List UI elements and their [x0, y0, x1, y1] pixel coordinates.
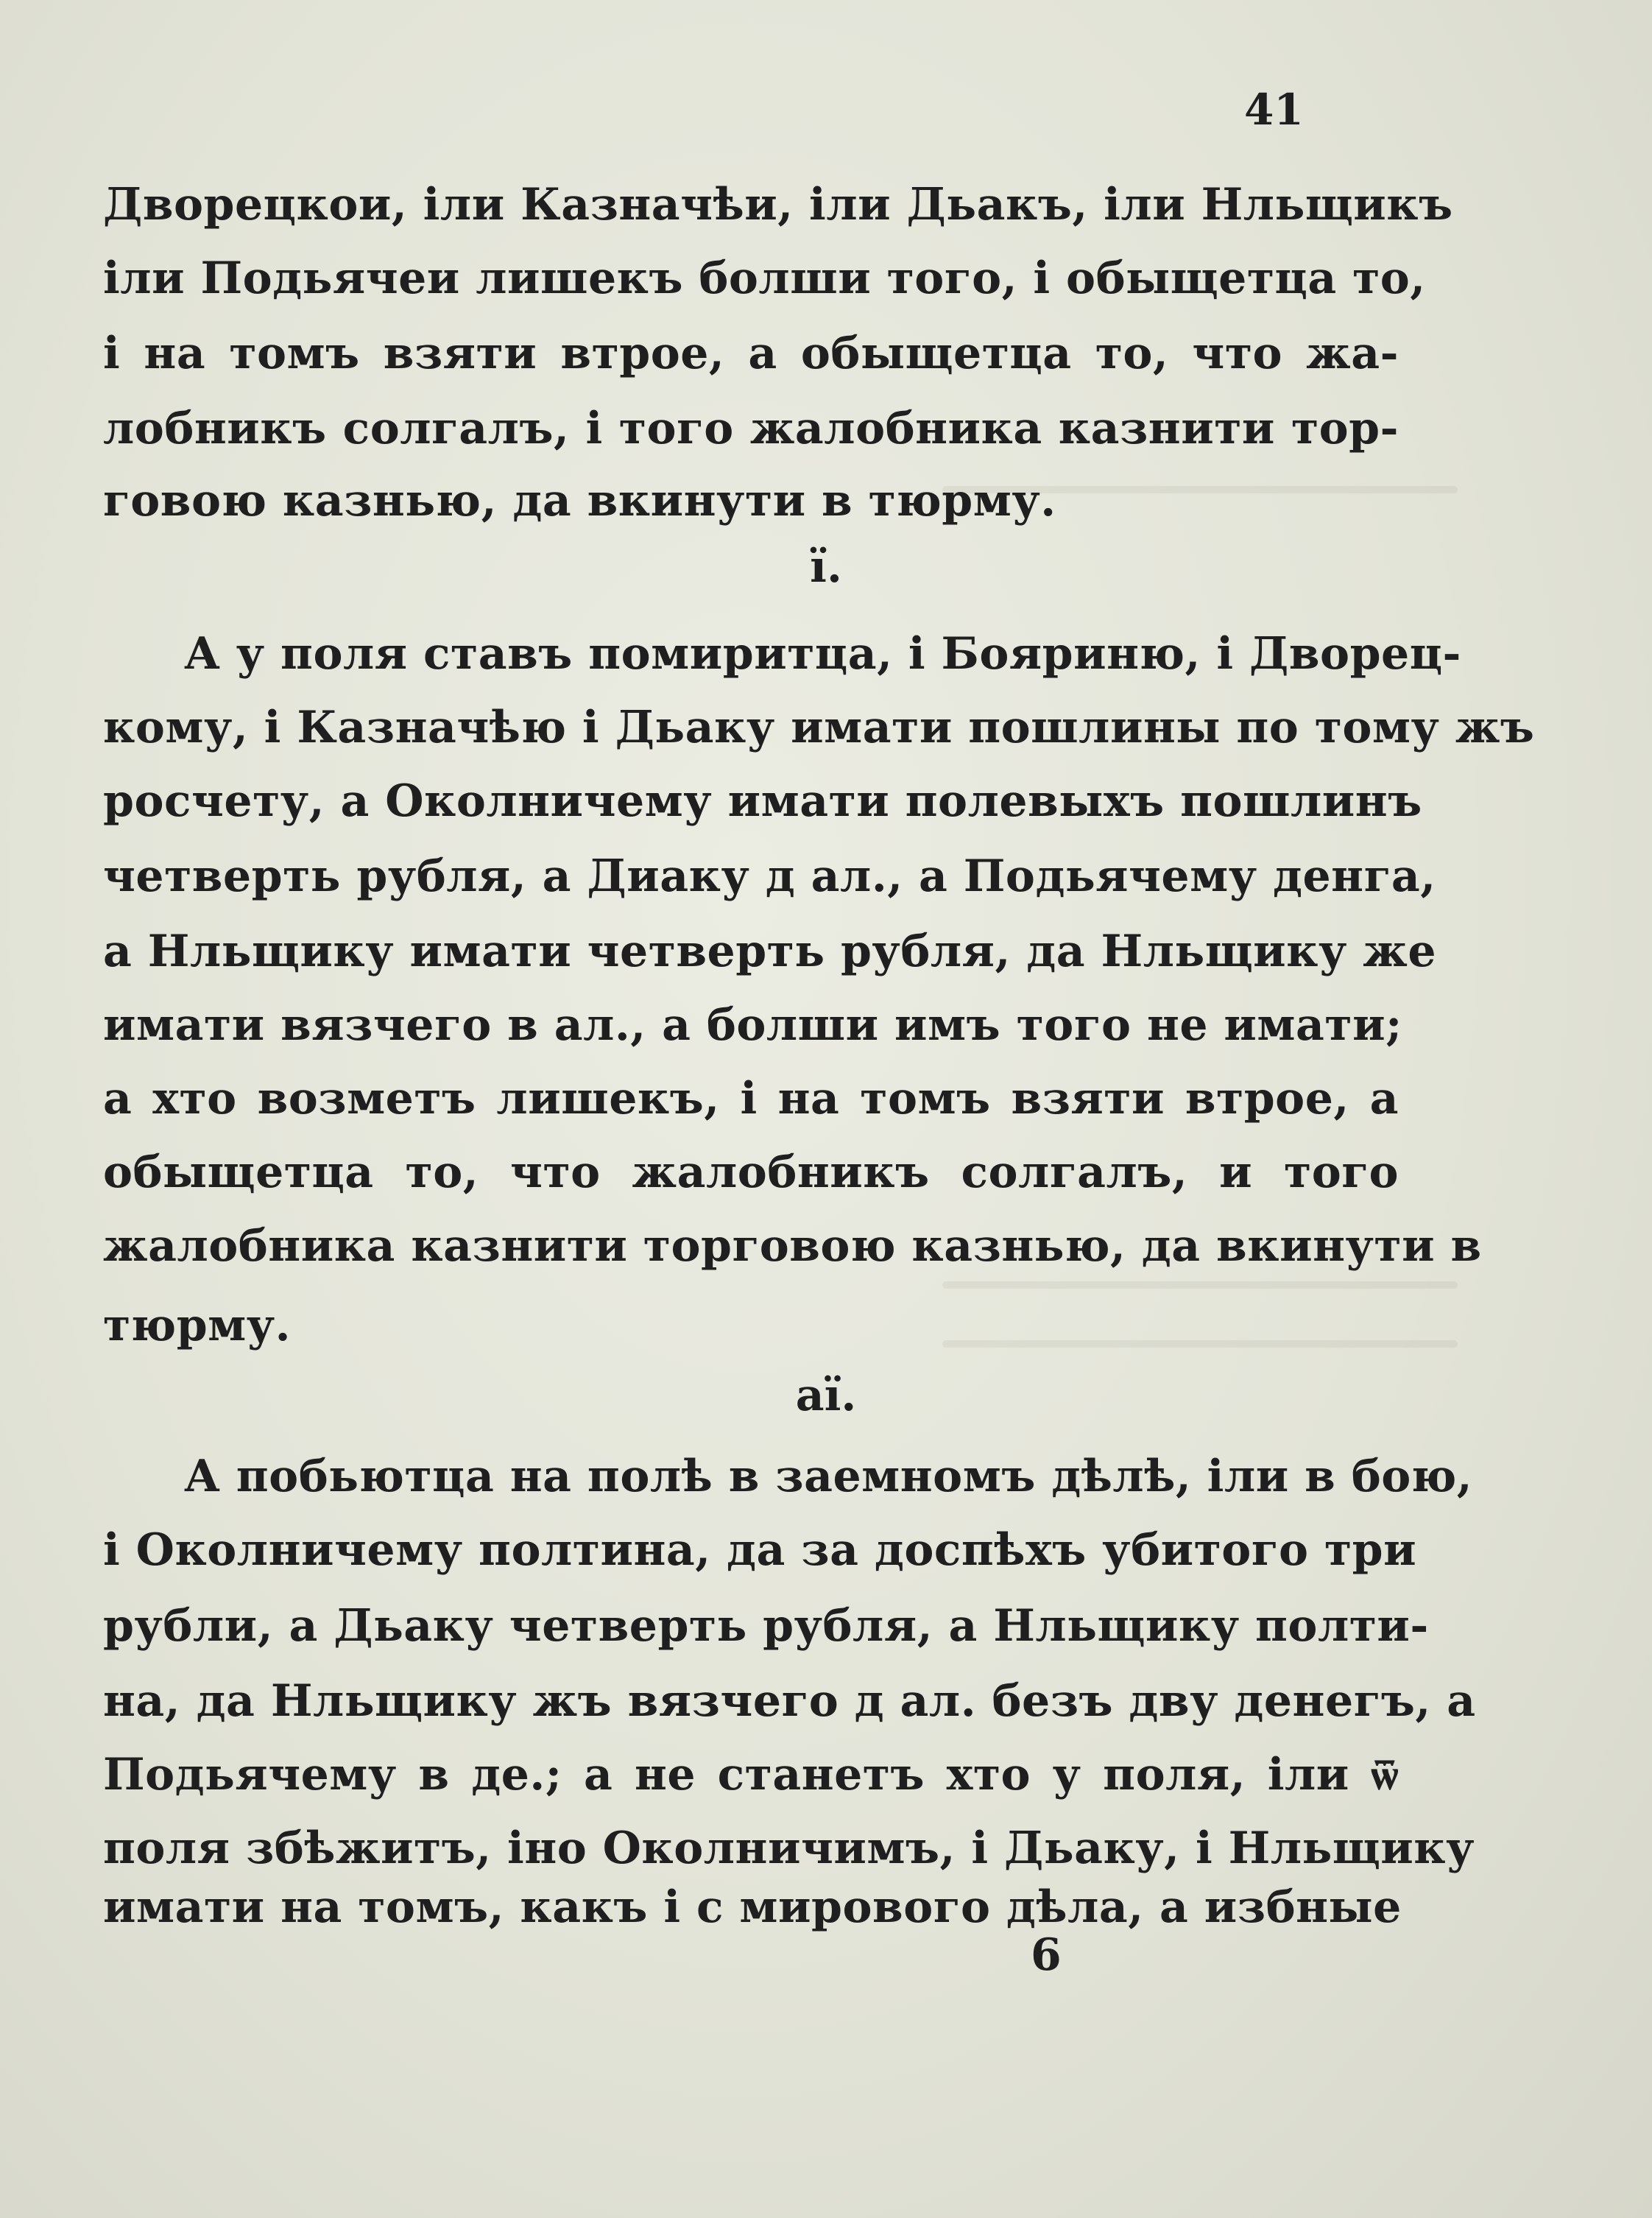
text-line: четверть рубля, а Диаку д ал., а Подьячему денга,: [103, 851, 1436, 902]
text-line: росчету, а Околничему имати полевыхъ пошлинъ: [103, 775, 1422, 827]
text-line: Дворецкои, іли Казначѣи, іли Дьакъ, іли Нльщикъ: [103, 179, 1453, 230]
text-line: рубли, а Дьаку четверть рубля, а Нльщику полти-: [103, 1600, 1429, 1652]
text-line: А побьютца на полѣ в заемномъ дѣлѣ, іли в бою,: [184, 1451, 1473, 1502]
text-line: поля збѣжитъ, іно Околничимъ, і Дьаку, і Нльщику: [103, 1823, 1475, 1874]
text-line: жалобника казнити торговою казнью, да вкинути в: [103, 1220, 1482, 1272]
text-line: имати вязчего в ал., а болши имъ того не имати;: [103, 999, 1402, 1051]
text-line: тюрму.: [103, 1300, 292, 1351]
text-line: кому, і Казначѣю і Дьаку имати пошлины по тому жъ: [103, 702, 1535, 753]
text-line: а хто возметъ лишекъ, і на томъ взяти втрое, а: [103, 1073, 1399, 1124]
text-line: говою казнью, да вкинути в тюрму.: [103, 475, 1056, 527]
text-line: іли Подьячеи лишекъ болши того, і обыщетца то,: [103, 253, 1426, 304]
section-number: ї.: [810, 541, 842, 593]
text-line: і на томъ взяти втрое, а обыщетца то, что жа-: [103, 328, 1399, 379]
text-line: Подьячему в де.; а не станетъ хто у поля, іли ѿ: [103, 1749, 1399, 1800]
signature-mark: 6: [1031, 1929, 1062, 1981]
show-through-mark: [942, 1281, 1458, 1289]
text-line: А у поля ставъ помиритца, і Бояриню, і Дворец-: [184, 628, 1461, 680]
text-line: а Нльщику имати четверть рубля, да Нльщику же: [103, 926, 1437, 977]
page-number: 41: [1244, 85, 1304, 135]
text-line: на, да Нльщику жъ вязчего д ал. безъ дву денегъ, а: [103, 1675, 1476, 1727]
section-number: аї.: [795, 1370, 857, 1421]
text-line: имати на томъ, какъ і с мирового дѣла, а избные: [103, 1881, 1402, 1933]
text-line: обыщетца то, что жалобникъ солгалъ, и того: [103, 1147, 1399, 1198]
text-line: лобникъ солгалъ, і того жалобника казнити тор-: [103, 403, 1399, 454]
text-line: і Околничему полтина, да за доспѣхъ убитого три: [103, 1524, 1417, 1576]
